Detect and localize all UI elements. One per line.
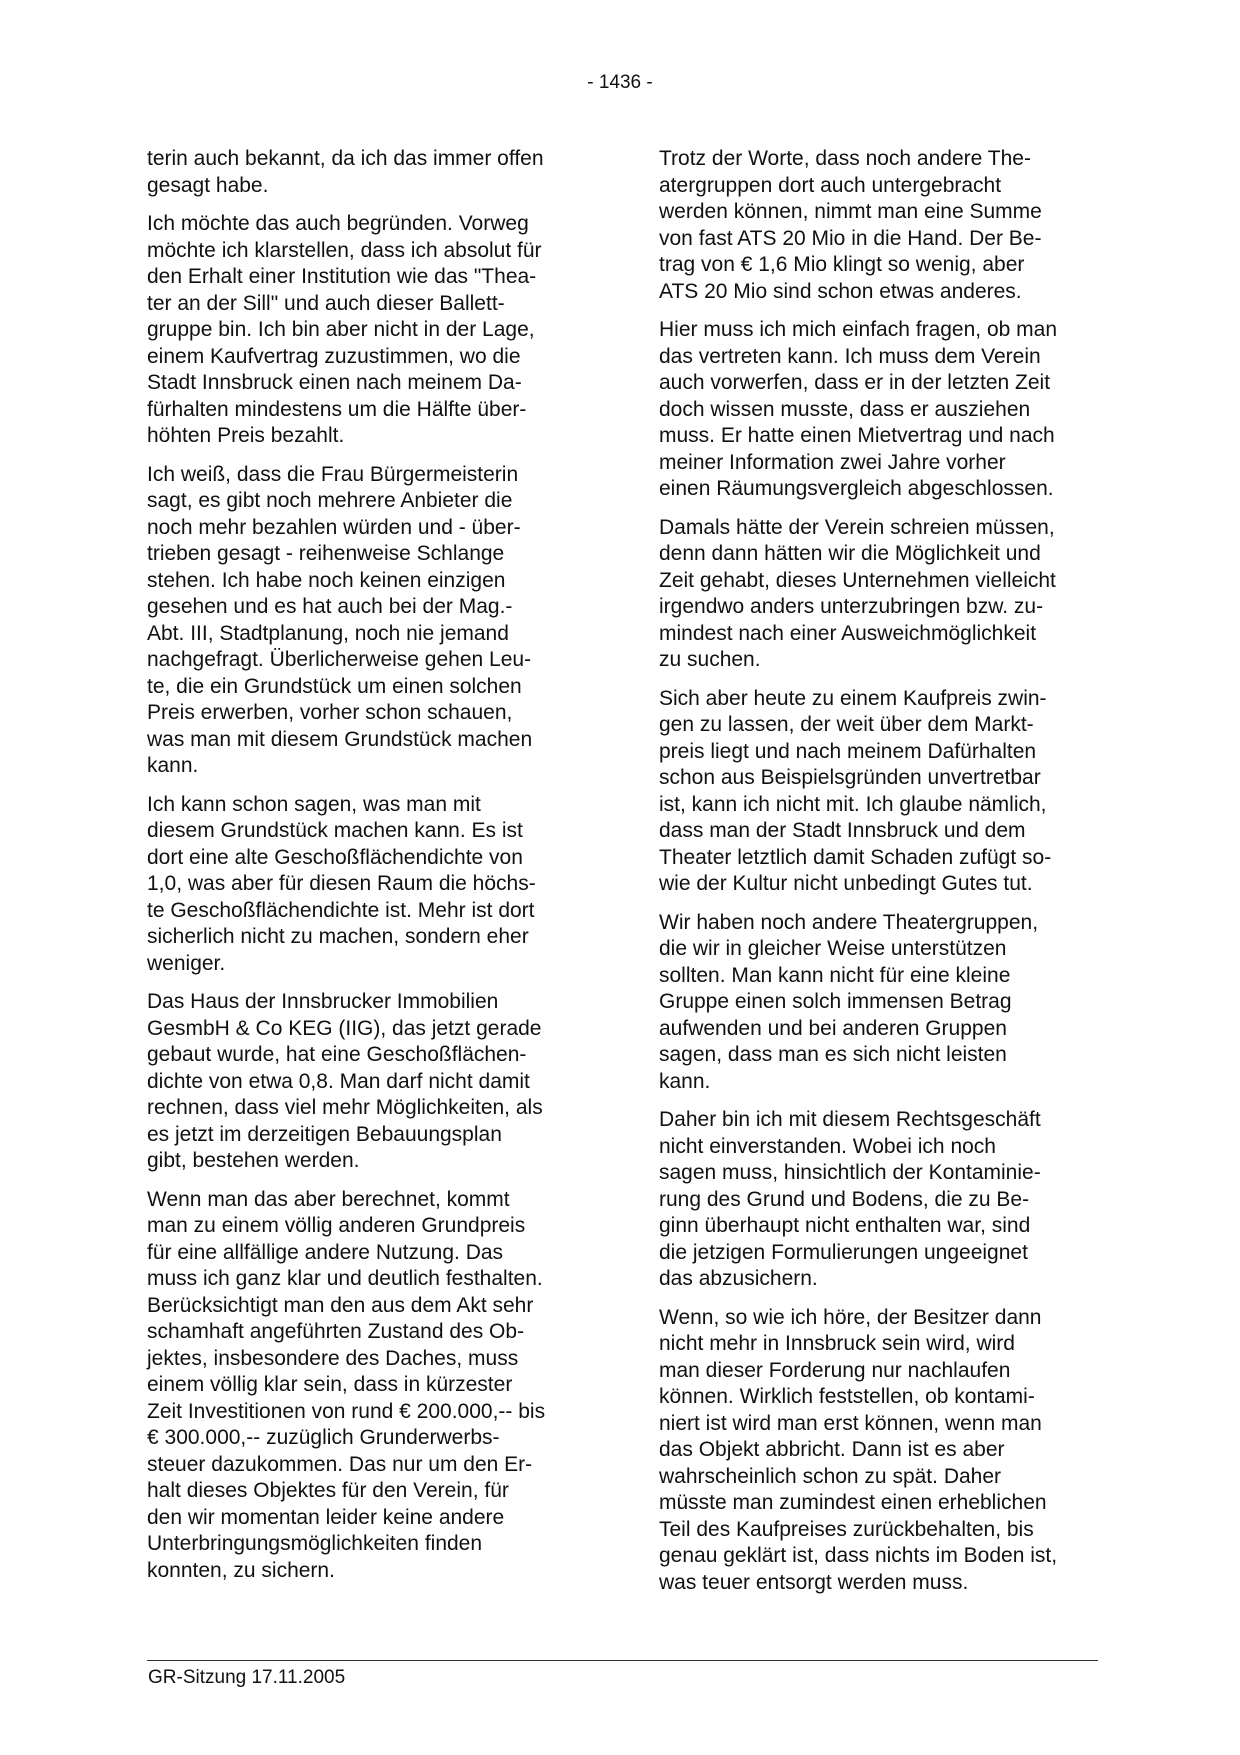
paragraph: Ich möchte das auch begründen. Vorweg möchte ich klarstellen, dass ich absolut für den Erhalt einer Institution wie das "Thea- ter an der Sill" und auch dieser Ballett- gruppe bin. Ich bin aber nicht in der Lage, einem Kaufvertrag zuzustimmen, wo die Stadt Innsbruck einen nach meinem Da- fürhalten mindestens um die Hälfte über- höhten Preis bezahlt. xyxy=(147,212,542,447)
paragraph: terin auch bekannt, da ich das immer offen gesagt habe. xyxy=(147,147,544,197)
paragraph: Das Haus der Innsbrucker Immobilien GesmbH & Co KEG (IIG), das jetzt gerade gebaut wurde, hat eine Geschoßflächen- dichte von etwa 0,8. Man darf nicht damit rechnen, dass viel mehr Möglichkeiten, als es jetzt im derzeitigen Bebauungsplan gibt, bestehen werden. xyxy=(147,990,543,1172)
paragraph: Damals hätte der Verein schreien müssen, denn dann hätten wir die Möglichkeit und Zeit gehabt, dieses Unternehmen vielleicht irgendwo anders unterzubringen bzw. zu- mindest nach einer Ausweichmöglichkeit zu suchen. xyxy=(659,515,1056,671)
paragraph: Daher bin ich mit diesem Rechtsgeschäft nicht einverstanden. Wobei ich noch sagen muss, hinsichtlich der Kontaminie- rung des Grund und Bodens, die zu Be- ginn überhaupt nicht enthalten war, sind die jetzigen Formulierungen ungeeignet das abzusichern. xyxy=(659,1108,1041,1290)
paragraph: Sich aber heute zu einem Kaufpreis zwin- gen zu lassen, der weit über dem Markt- preis liegt und nach meinem Dafürhalten schon aus Beispielsgründen unvertretbar ist, kann ich nicht mit. Ich glaube nämlich, dass man der Stadt Innsbruck und dem Theater letztlich damit Schaden zufügt so- wie der Kultur nicht unbedingt Gutes tut. xyxy=(659,686,1052,895)
paragraph: Trotz der Worte, dass noch andere The- atergruppen dort auch untergebracht werden können, nimmt man eine Summe von fast ATS 20 Mio in die Hand. Der Be- trag von € 1,6 Mio klingt so wenig, aber ATS 20 Mio sind schon etwas anderes. xyxy=(659,147,1042,303)
footer-divider xyxy=(147,1660,1098,1661)
page-number: - 1436 - xyxy=(587,72,653,93)
paragraph: Wir haben noch andere Theatergruppen, die wir in gleicher Weise unterstützen sollten. Man kann nicht für eine kleine Gruppe einen solch immensen Betrag aufwenden und bei anderen Gruppen sagen, dass man es sich nicht leisten kann. xyxy=(659,910,1039,1093)
paragraph: Ich weiß, dass die Frau Bürgermeisterin sagt, es gibt noch mehrere Anbieter die noch mehr bezahlen würden und - über- trieben gesagt - reihenweise Schlange stehen. Ich habe noch keinen einzigen gesehen und es hat auch bei der Mag.- Abt. III, Stadtplanung, noch nie jemand nachgefragt. Überlicherweise gehen Leu- te, die ein Grundstück um einen solchen Preis erwerben, vorher schon schauen, was man mit diesem Grundstück machen kann. xyxy=(147,462,533,777)
paragraph: Ich kann schon sagen, was man mit diesem Grundstück machen kann. Es ist dort eine alte Geschoßflächendichte von 1,0, was aber für diesen Raum die höchs- te Geschoßflächendichte ist. Mehr ist dort sicherlich nicht zu machen, sondern eher weniger. xyxy=(147,792,536,975)
right-column xyxy=(659,146,1109,1608)
paragraph: Hier muss ich mich einfach fragen, ob man das vertreten kann. Ich muss dem Verein auch vorwerfen, dass er in der letzten Zeit doch wissen musste, dass er ausziehen muss. Er hatte einen Mietvertrag und nach meiner Information zwei Jahre vorher einen Räumungsvergleich abgeschlossen. xyxy=(659,318,1058,500)
paragraph: Wenn man das aber berechnet, kommt man zu einem völlig anderen Grundpreis für eine allfällige andere Nutzung. Das muss ich ganz klar und deutlich festhalten. Berücksichtigt man den aus dem Akt sehr schamhaft angeführten Zustand des Ob- jektes, insbesondere des Daches, muss einem völlig klar sein, dass in kürzester Zeit Investitionen von rund € 200.000,-- bis € 300.000,-- zuzüglich Grunderwerbs- steuer dazukommen. Das nur um den Er- halt dieses Objektes für den Verein, für den wir momentan leider keine andere Unterbringungsmöglichkeiten finden konnten, zu sichern. xyxy=(147,1187,546,1582)
left-column xyxy=(147,146,597,1596)
paragraph: Wenn, so wie ich höre, der Besitzer dann nicht mehr in Innsbruck sein wird, wird man dieser Forderung nur nachlaufen können. Wirklich feststellen, ob kontami- niert ist wird man erst können, wenn man das Objekt abbricht. Dann ist es aber wahrscheinlich schon zu spät. Daher müsste man zumindest einen erheblichen Teil des Kaufpreises zurückbehalten, bis genau geklärt ist, dass nichts im Boden ist, was teuer entsorgt werden muss. xyxy=(659,1305,1058,1594)
footer-session-date: GR-Sitzung 17.11.2005 xyxy=(148,1667,346,1688)
